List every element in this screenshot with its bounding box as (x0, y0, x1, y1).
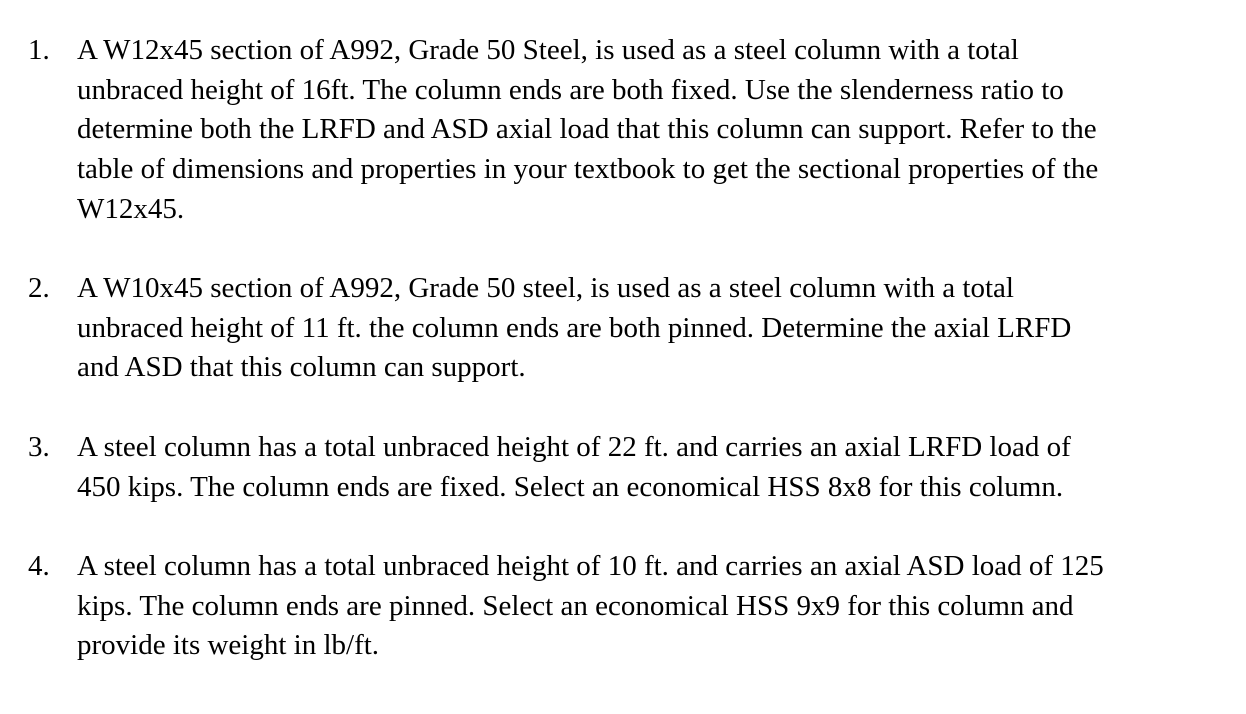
problem-text (77, 31, 1237, 230)
problem-text-line: unbraced height of 16ft. The column ends are both fixed. Use the slenderness ratio to (77, 73, 1064, 106)
problem-text-line: A W10x45 section of A992, Grade 50 steel, is used as a steel column with a total (77, 272, 1014, 304)
problem-text-line: table of dimensions and properties in your textbook to get the sectional properties of the (77, 153, 1099, 186)
problem-text-line: A steel column has a total unbraced height of 10 ft. and carries an axial ASD load of 125 (77, 550, 1104, 582)
problem-text-line: kips. The column ends are pinned. Select an economical HSS 9x9 for this column and (77, 589, 1074, 622)
problem-text-line: determine both the LRFD and ASD axial load that this column can support. Refer to the (77, 113, 1097, 146)
problem-number: 2. (28, 272, 50, 304)
problem-text-line: A W12x45 section of A992, Grade 50 Steel, is used as a steel column with a total (77, 34, 1019, 66)
problem-text-line: A steel column has a total unbraced height of 22 ft. and carries an axial LRFD load of (77, 431, 1071, 463)
problem-text-line: unbraced height of 11 ft. the column ends are both pinned. Determine the axial LRFD (77, 311, 1072, 344)
problem-number: 1. (28, 34, 50, 66)
problem-text (77, 547, 1237, 666)
problem-text (77, 269, 1237, 388)
problem-text (77, 428, 1237, 507)
problem-text-line: W12x45. (77, 192, 185, 225)
problem-number: 3. (28, 431, 50, 463)
problem-text-line: provide its weight in lb/ft. (77, 629, 380, 662)
problem-text-line: and ASD that this column can support. (77, 351, 526, 384)
problem-number: 4. (28, 550, 50, 582)
problem-text-line: 450 kips. The column ends are fixed. Select an economical HSS 8x8 for this column. (77, 470, 1064, 503)
